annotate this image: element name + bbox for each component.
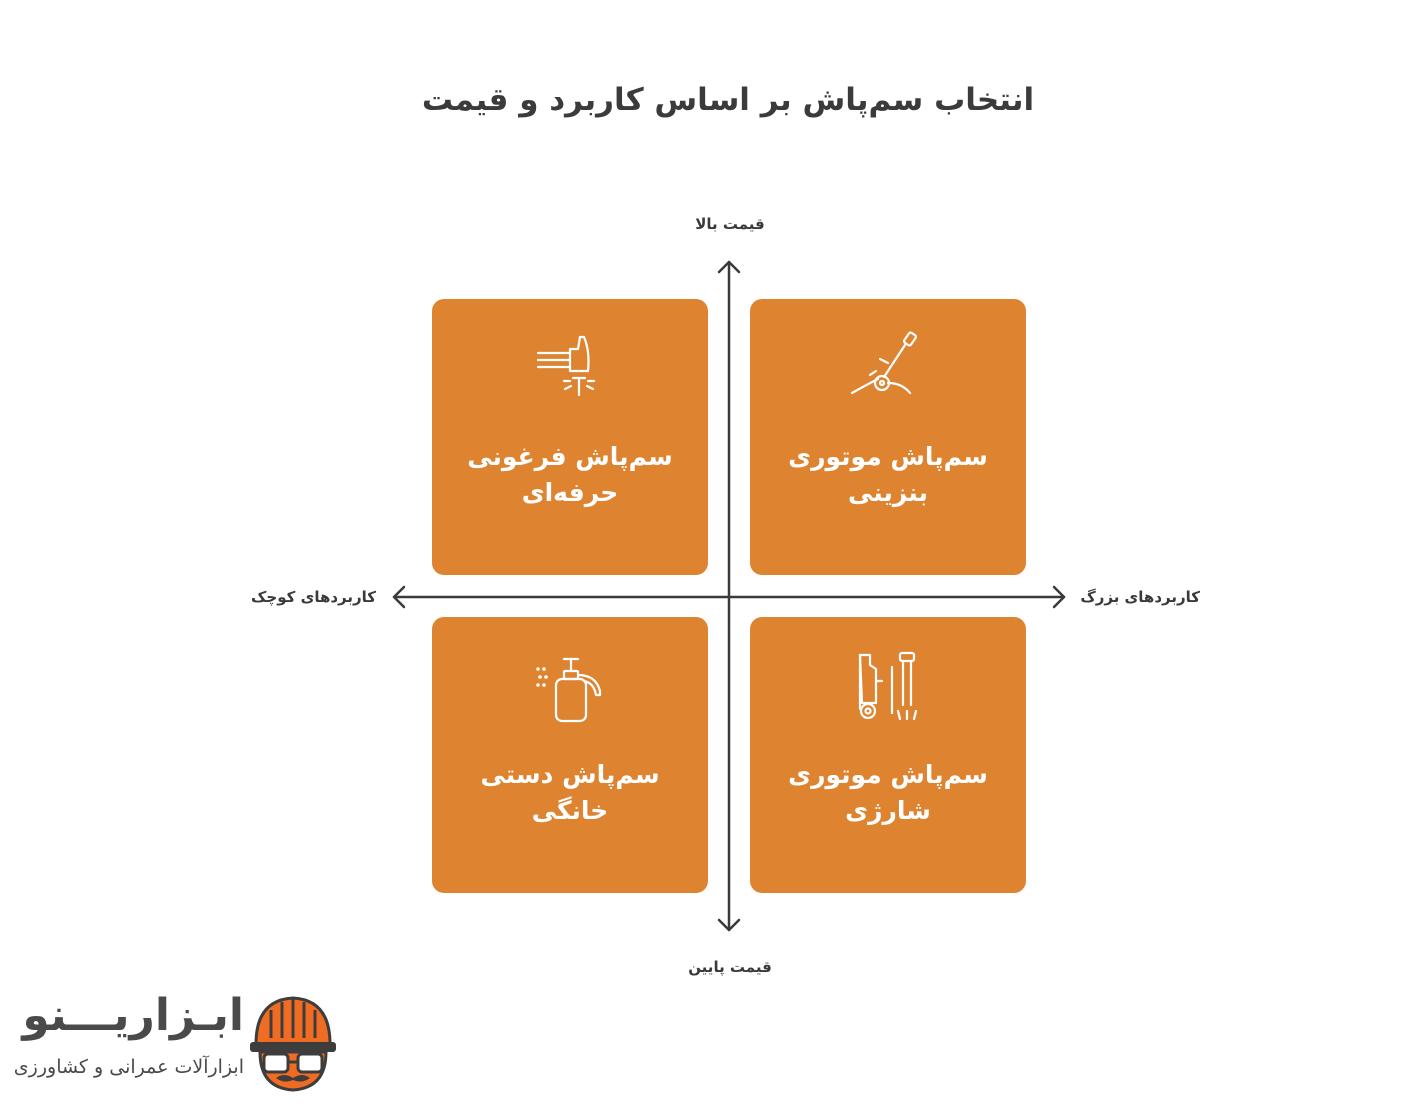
quadrant-hand-sprayer <box>432 617 708 893</box>
quadrant-wheelbarrow-sprayer <box>432 299 708 575</box>
quadrant-battery-sprayer <box>750 617 1026 893</box>
quadrant-label: سم‌پاش فرغونی حرفه‌ای <box>467 442 673 507</box>
battery-sprayer-icon <box>848 647 928 727</box>
logo-name: ابـزاریـــنو <box>22 990 244 1041</box>
hand-sprayer-icon <box>530 647 610 727</box>
quadrant-label: سم‌پاش موتوری شارژی <box>788 760 988 825</box>
page-title: انتخاب سم‌پاش بر اساس کاربرد و قیمت <box>421 82 1035 118</box>
quadrant-label: سم‌پاش موتوری بنزینی <box>788 442 988 507</box>
axis-label-left: کاربردهای کوچک <box>251 588 376 606</box>
gasoline-sprayer-icon <box>848 329 928 409</box>
quadrant-gasoline-sprayer <box>750 299 1026 575</box>
quadrant-label: سم‌پاش دستی خانگی <box>480 760 660 825</box>
brand-logo <box>10 990 340 1100</box>
axis-label-right: کاربردهای بزرگ <box>1080 588 1200 606</box>
helmet-mascot-icon <box>248 992 338 1094</box>
wheelbarrow-sprayer-icon <box>530 329 610 409</box>
axis-label-top: قیمت بالا <box>695 215 765 233</box>
axis-label-bottom: قیمت پایین <box>688 958 772 976</box>
logo-tagline: ابزارآلات عمرانی و کشاورزی <box>13 1056 244 1078</box>
